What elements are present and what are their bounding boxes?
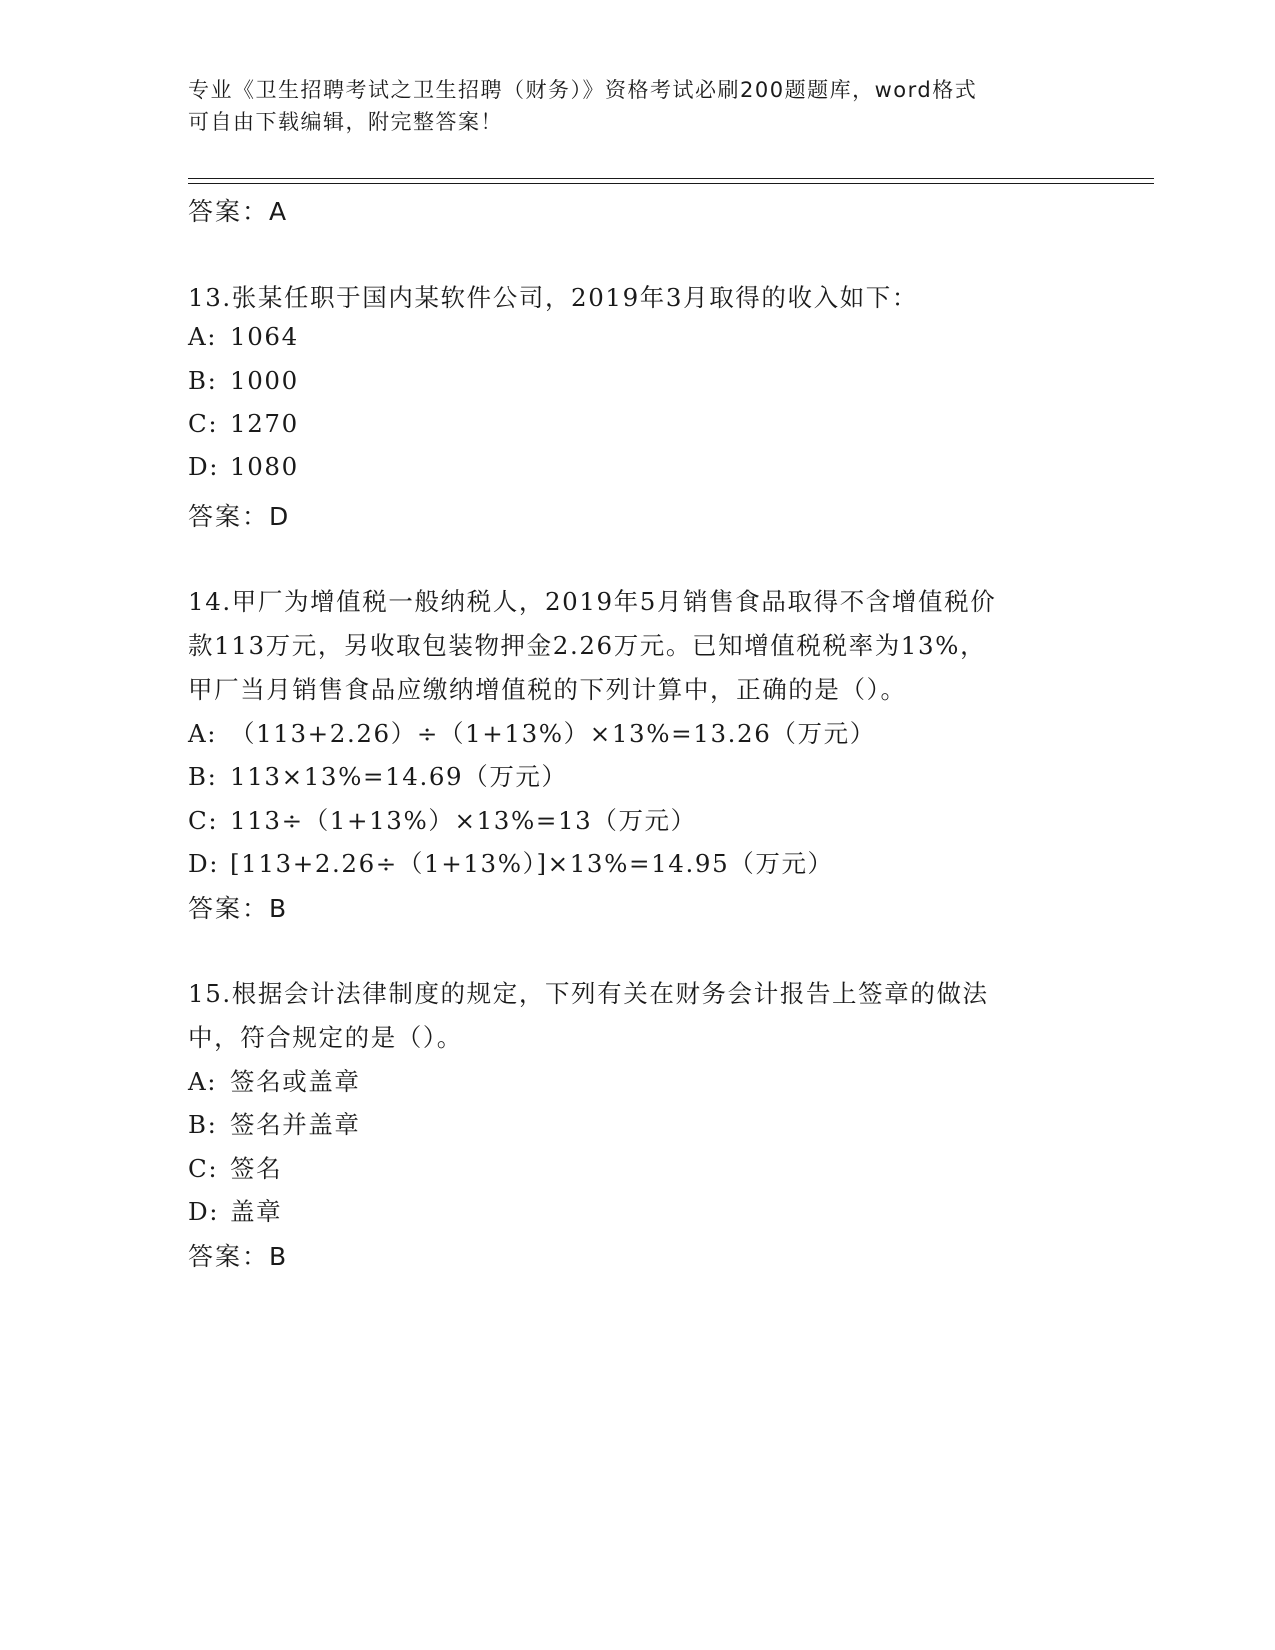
header-rule-top <box>188 178 1154 179</box>
option-label: A: <box>188 719 218 748</box>
question-15-stem-line-2: 中，符合规定的是（）。 <box>188 1023 463 1052</box>
question-14-option-a <box>188 715 876 750</box>
option-label: D: <box>188 849 220 878</box>
option-text: 1080 <box>230 452 299 481</box>
option-label: B: <box>188 762 218 791</box>
option-text: 1064 <box>230 322 299 351</box>
header-rule-bottom <box>188 183 1154 184</box>
question-15-stem-line-1: 15.根据会计法律制度的规定，下列有关在财务会计报告上签章的做法 <box>188 979 989 1008</box>
option-text: [113+2.26÷（1+13%）]×13%=14.95（万元） <box>230 849 834 878</box>
option-text: 113÷（1+13%）×13%=13（万元） <box>230 806 697 835</box>
question-14-option-d <box>188 845 834 880</box>
option-label: C: <box>188 409 219 438</box>
option-label: D: <box>188 452 220 481</box>
option-label: B: <box>188 1110 218 1139</box>
option-text: 1270 <box>230 409 299 438</box>
question-13-option-a <box>188 322 299 351</box>
option-text: 签名 <box>230 1154 283 1183</box>
question-15-option-d <box>188 1193 282 1228</box>
option-label: D: <box>188 1197 220 1226</box>
option-text: 1000 <box>230 366 299 395</box>
option-text: 签名或盖章 <box>230 1067 361 1096</box>
option-text: （113+2.26）÷（1+13%）×13%=13.26（万元） <box>230 719 876 748</box>
option-text: 113×13%=14.69（万元） <box>230 762 568 791</box>
question-14-stem-line-2: 款113万元，另收取包装物押金2.26万元。已知增值税税率为13%， <box>188 631 987 660</box>
header-line-1: 专业《卫生招聘考试之卫生招聘（财务）》资格考试必刷200题题库，word格式 <box>188 78 978 102</box>
question-13-stem-line-1: 13.张某任职于国内某软件公司，2019年3月取得的收入如下： <box>188 283 918 312</box>
option-label: C: <box>188 806 219 835</box>
question-15-option-c <box>188 1150 282 1185</box>
option-label: B: <box>188 366 218 395</box>
option-label: A: <box>188 1067 218 1096</box>
option-text: 签名并盖章 <box>230 1110 361 1139</box>
question-15-option-b <box>188 1106 361 1141</box>
question-13-option-d <box>188 452 299 481</box>
document-header <box>188 74 1068 138</box>
previous-answer: 答案：A <box>188 197 289 226</box>
question-14-answer: 答案：B <box>188 894 289 923</box>
question-15-answer: 答案：B <box>188 1242 289 1271</box>
question-13-option-b <box>188 366 299 395</box>
header-line-2: 可自由下载编辑，附完整答案！ <box>188 110 503 134</box>
question-14-stem-line-1: 14.甲厂为增值税一般纳税人，2019年5月销售食品取得不含增值税价 <box>188 587 997 616</box>
question-14-option-c <box>188 802 697 837</box>
question-14-option-b <box>188 758 568 793</box>
option-label: C: <box>188 1154 219 1183</box>
question-14-stem-line-3: 甲厂当月销售食品应缴纳增值税的下列计算中，正确的是（）。 <box>188 675 907 704</box>
option-text: 盖章 <box>230 1197 283 1226</box>
question-13-answer: 答案：D <box>188 502 291 531</box>
question-15-option-a <box>188 1063 361 1098</box>
option-label: A: <box>188 322 218 351</box>
question-13-option-c <box>188 409 299 438</box>
